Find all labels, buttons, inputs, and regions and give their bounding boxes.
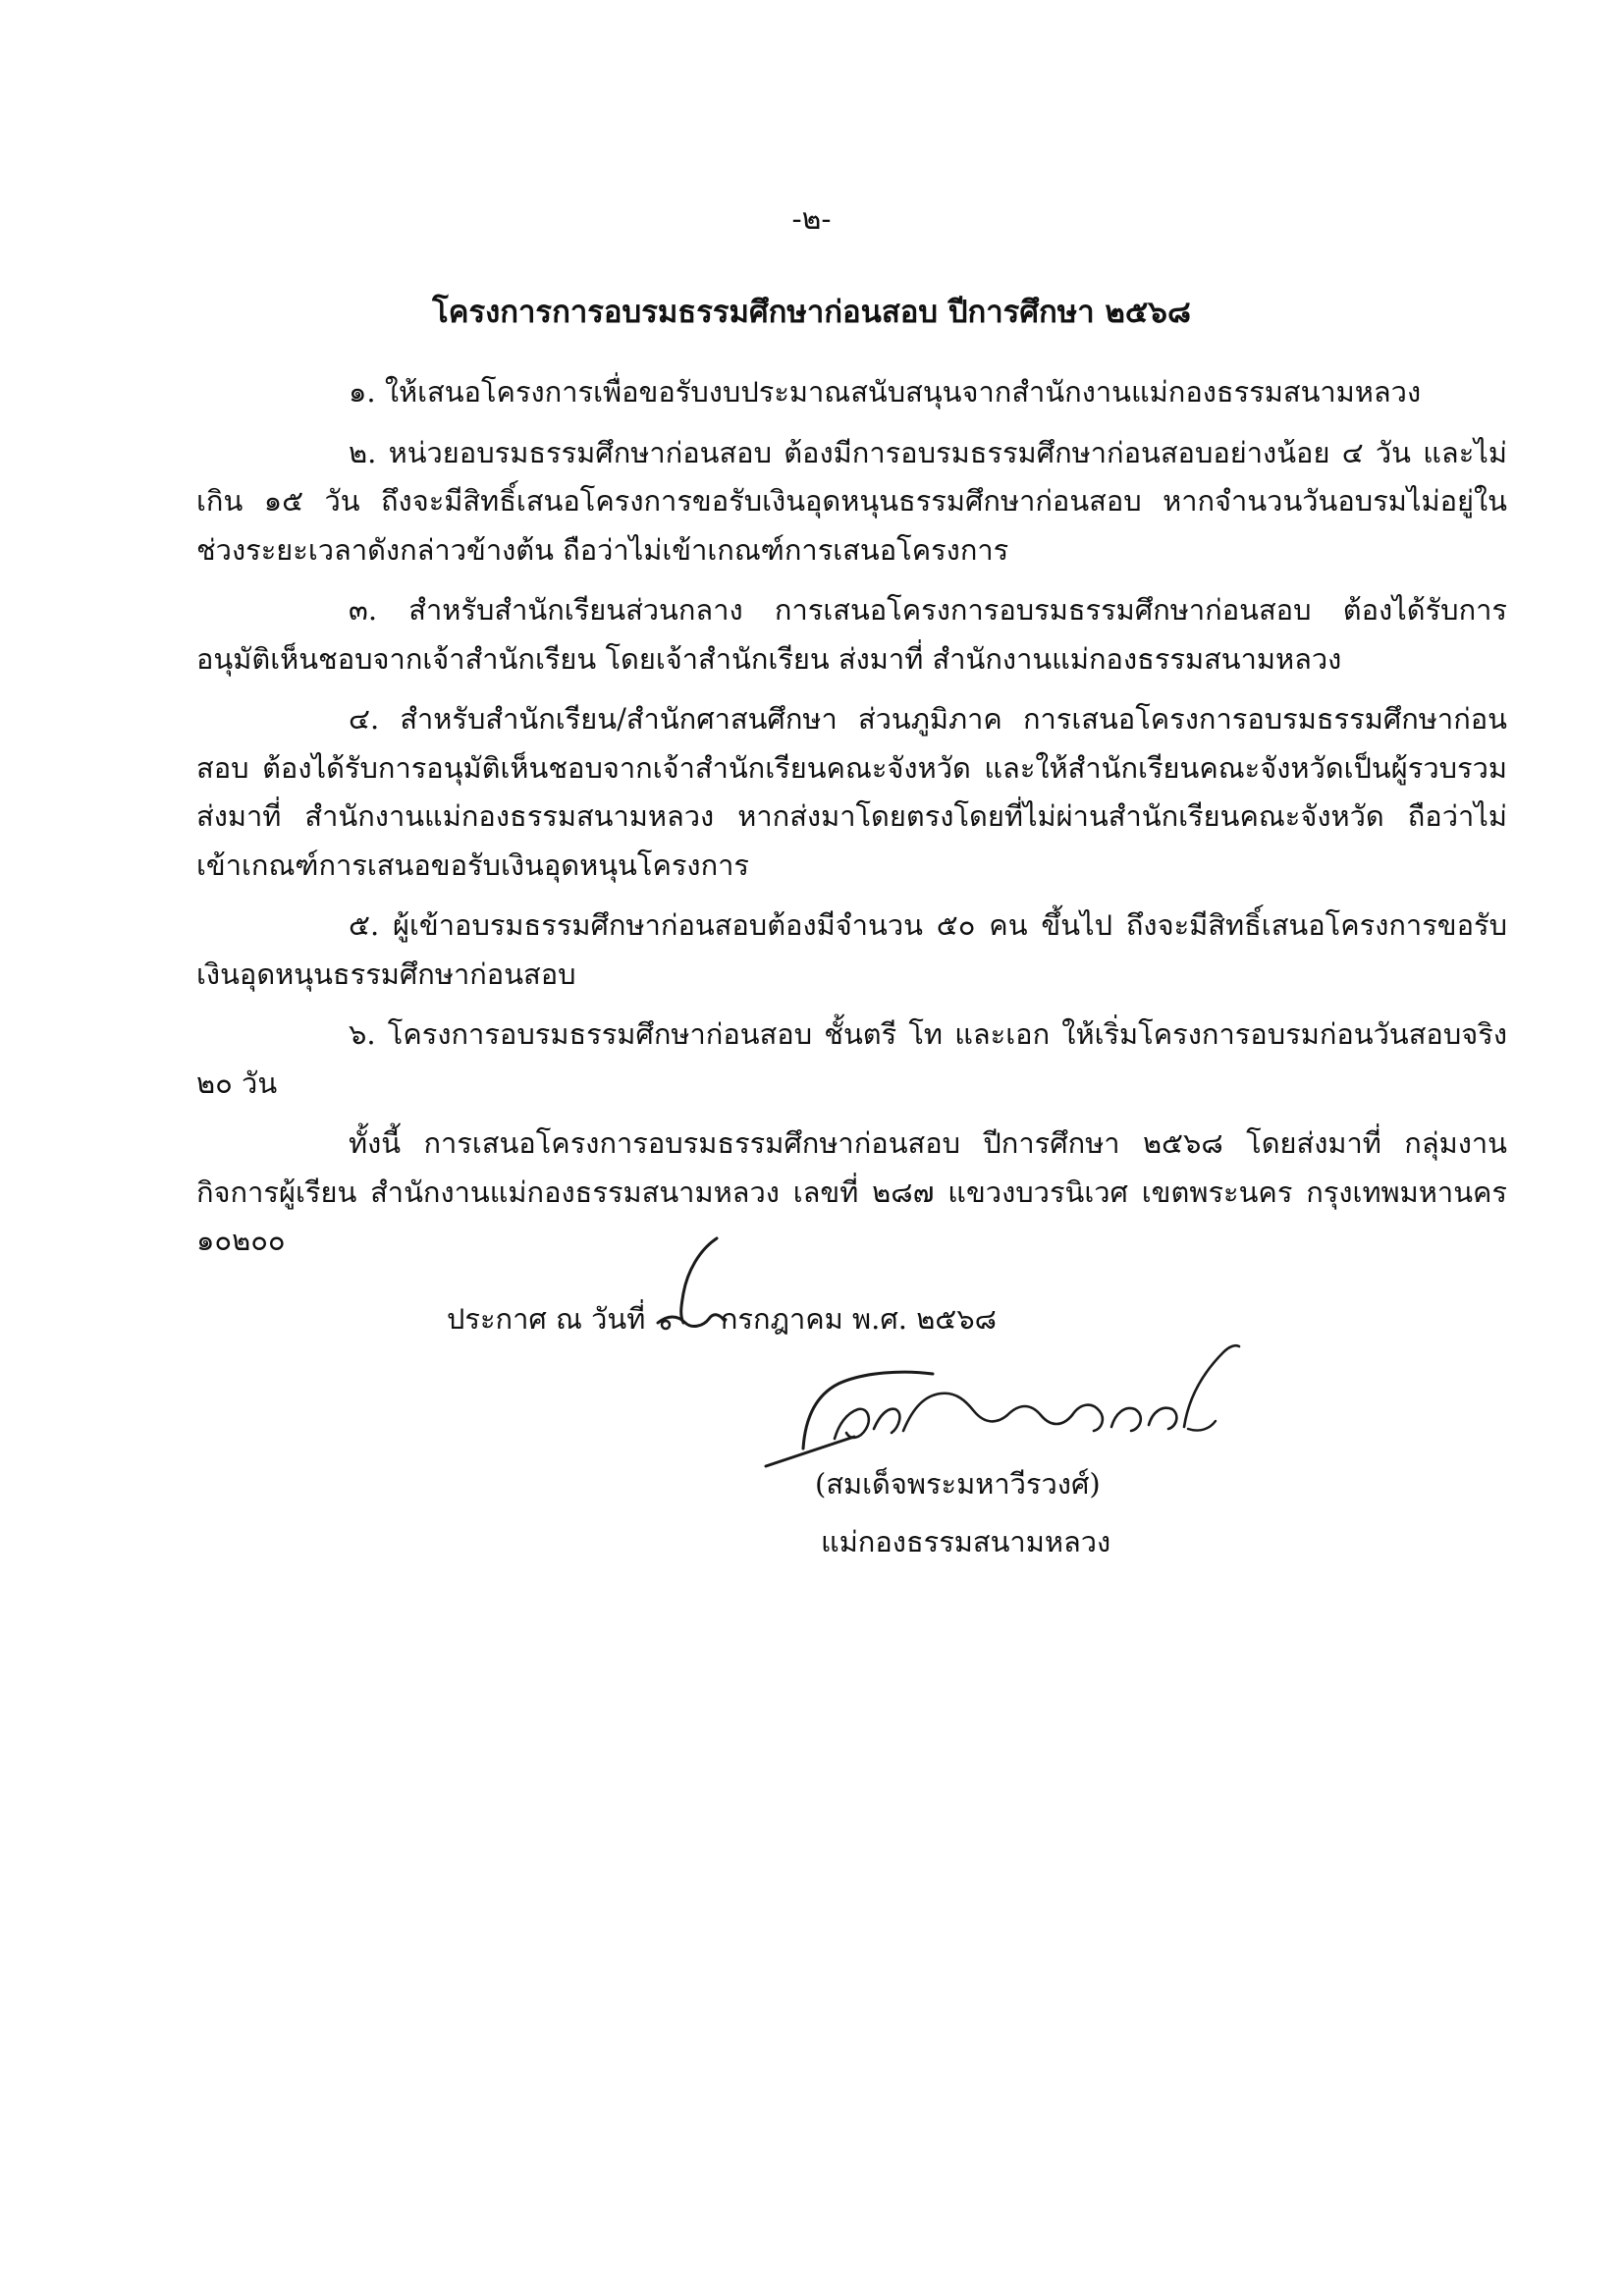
- page-number: -๒-: [791, 202, 832, 237]
- item-1: ๑. ให้เสนอโครงการเพื่อขอรับงบประมาณสนับสนุนจากสำนักงานแม่กองธรรมสนามหลวง: [349, 375, 1422, 409]
- announcement-prefix: ประกาศ ณ วันที่: [447, 1302, 646, 1336]
- handwritten-day-icon: [648, 1232, 736, 1340]
- signature-icon: [756, 1331, 1247, 1478]
- item-4: ๔. สำหรับสำนักเรียน/สำนักศาสนศึกษา ส่วนภูมิภาค การเสนอโครงการอบรมธรรมศึกษาก่อนสอบ ต้องได้รับการอนุมัติเห็นชอบจากเจ้าสำนักเรียนคณะจังหวัด และให้สำนักเรียนคณะจังหวัดเป็นผู้รวบรวม ส่งมาที่ สำนักงานแม่กองธรรมสนามหลวง หากส่งมาโดยตรงโดยที่ไม่ผ่านสำนักเรียนคณะจังหวัด ถือว่าไม่เข้าเกณฑ์การเสนอขอรับเงินอุดหนุนโครงการ: [196, 702, 1507, 882]
- document-body: [196, 368, 1507, 1278]
- item-6: ๖. โครงการอบรมธรรมศึกษาก่อนสอบ ชั้นตรี โท และเอก ให้เริ่มโครงการอบรมก่อนวันสอบจริง ๒๐ วัน: [196, 1017, 1507, 1100]
- closing-paragraph: ทั้งนี้ การเสนอโครงการอบรมธรรมศึกษาก่อนสอบ ปีการศึกษา ๒๕๖๘ โดยส่งมาที่ กลุ่มงานกิจการผู้เรียน สำนักงานแม่กองธรรมสนามหลวง เลขที่ ๒๘๗ แขวงบวรนิเวศ เขตพระนคร กรุงเทพมหานคร ๑๐๒๐๐: [196, 1126, 1507, 1257]
- item-5: ๕. ผู้เข้าอบรมธรรมศึกษาก่อนสอบต้องมีจำนวน ๕๐ คน ขึ้นไป ถึงจะมีสิทธิ์เสนอโครงการขอรับเงินอุดหนุนธรรมศึกษาก่อนสอบ: [196, 908, 1508, 991]
- item-3: ๓. สำหรับสำนักเรียนส่วนกลาง การเสนอโครงการอบรมธรรมศึกษาก่อนสอบ ต้องได้รับการอนุมัติเห็นชอบจากเจ้าสำนักเรียน โดยเจ้าสำนักเรียน ส่งมาที่ สำนักงานแม่กองธรรมสนามหลวง: [196, 593, 1507, 676]
- document-title: โครงการการอบรมธรรมศึกษาก่อนสอบ ปีการศึกษา ๒๕๖๘: [432, 295, 1191, 330]
- signer-name: (สมเด็จพระมหาวีรวงศ์): [815, 1467, 1101, 1501]
- signer-title: แม่กองธรรมสนามหลวง: [821, 1525, 1111, 1558]
- item-2: ๒. หน่วยอบรมธรรมศึกษาก่อนสอบ ต้องมีการอบรมธรรมศึกษาก่อนสอบอย่างน้อย ๔ วัน และไม่เกิน ๑๕ วัน ถึงจะมีสิทธิ์เสนอโครงการขอรับเงินอุดหนุนธรรมศึกษาก่อนสอบ หากจำนวนวันอบรมไม่อยู่ในช่วงระยะเวลาดังกล่าวข้างต้น ถือว่าไม่เข้าเกณฑ์การเสนอโครงการ: [196, 435, 1507, 567]
- announcement-month-year: กรกฎาคม พ.ศ. ๒๕๖๘: [720, 1302, 998, 1336]
